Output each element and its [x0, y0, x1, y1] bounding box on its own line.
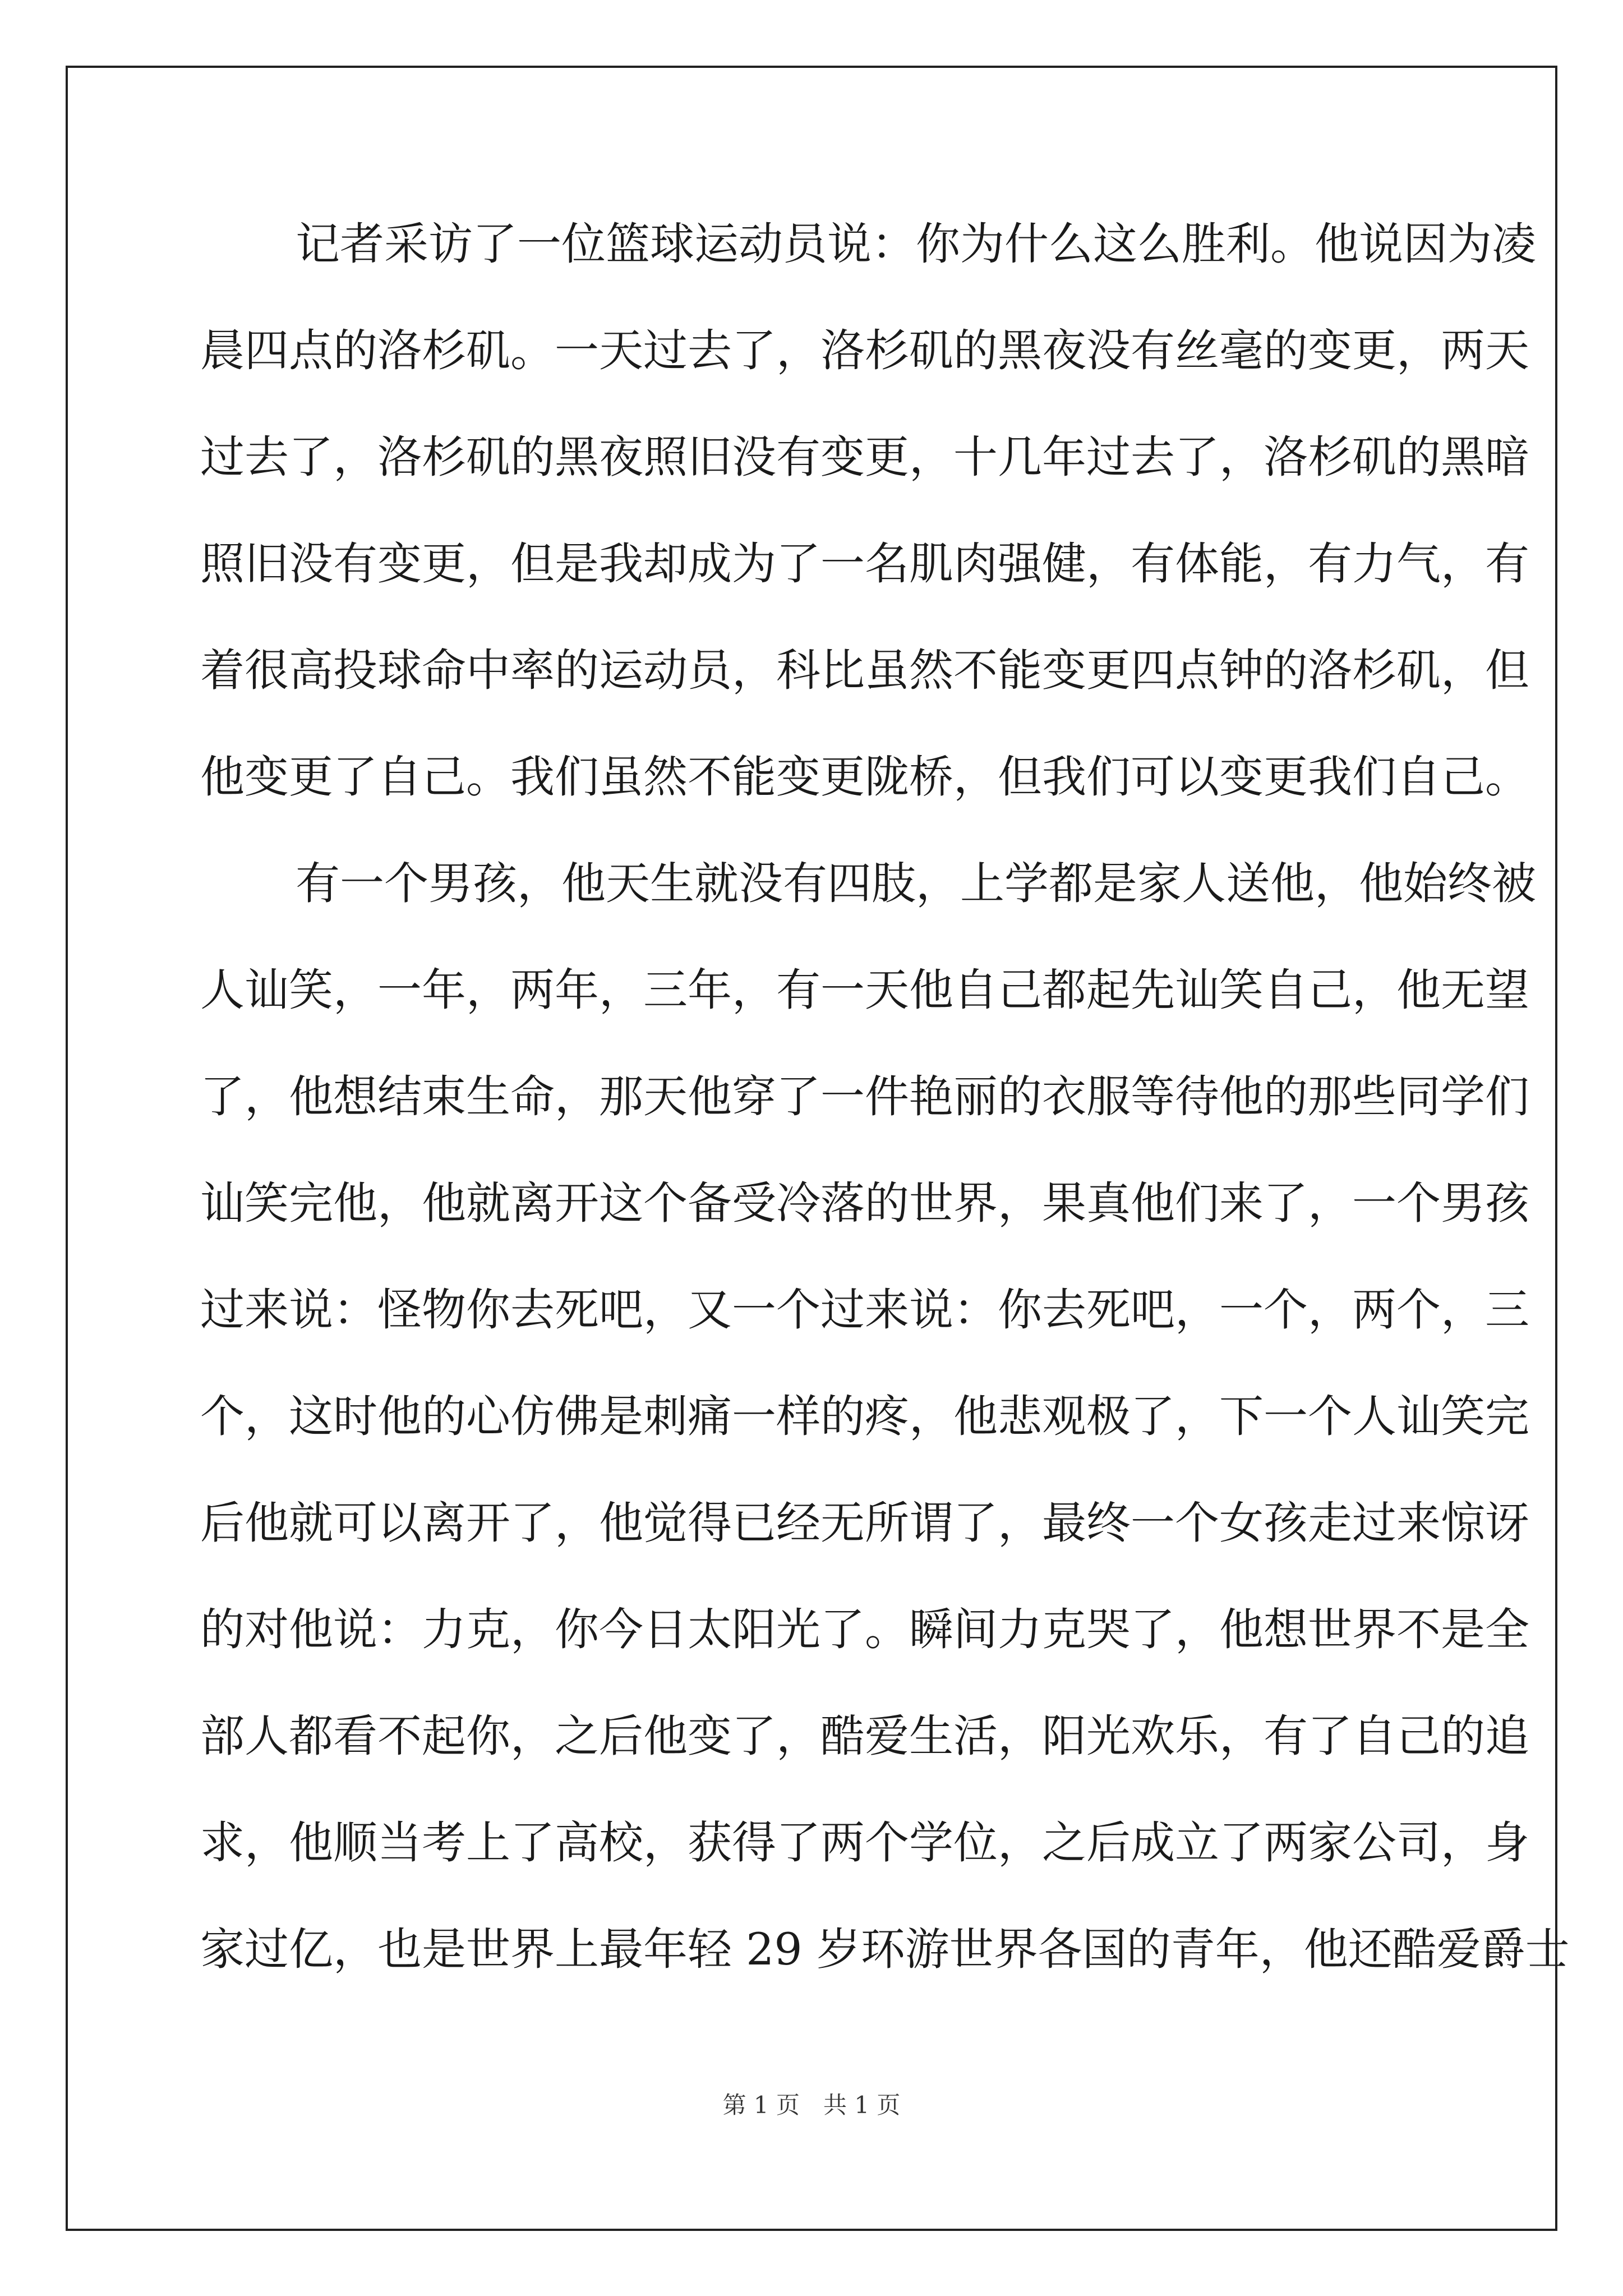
- text-line: 了，他想结束生命，那天他穿了一件艳丽的衣服等待他的那些同学们: [200, 1071, 1529, 1122]
- text-line: 过去了，洛杉矶的黑夜照旧没有变更，十几年过去了，洛杉矶的黑暗: [200, 431, 1529, 483]
- text-line: 的对他说：力克，你今日太阳光了。瞬间力克哭了，他想世界不是全: [200, 1604, 1529, 1655]
- text-line: 照旧没有变更，但是我却成为了一名肌肉强健，有体能，有力气，有: [200, 538, 1529, 590]
- text-line: 个，这时他的心仿佛是刺痛一样的疼，他悲观极了，下一个人讪笑完: [200, 1391, 1529, 1442]
- text-line: 记者采访了一位篮球运动员说：你为什么这么胜利。他说因为凌: [296, 218, 1536, 270]
- paragraph-2: [200, 853, 1570, 2025]
- text-line: 过来说：怪物你去死吧，又一个过来说：你去死吧，一个，两个，三: [200, 1284, 1529, 1336]
- document-body: [200, 213, 1570, 2025]
- text-line: 家过亿，也是世界上最年轻 29 岁环游世界各国的青年，他还酷爱爵士: [200, 1924, 1570, 1975]
- page-footer: 第 1 页 共 1 页: [722, 2091, 901, 2119]
- text-line: 求，他顺当考上了高校，获得了两个学位，之后成立了两家公司，身: [200, 1817, 1529, 1869]
- text-line: 讪笑完他，他就离开这个备受冷落的世界，果真他们来了，一个男孩: [200, 1177, 1529, 1229]
- text-line: 部人都看不起你，之后他变了，酷爱生活，阳光欢乐，有了自己的追: [200, 1710, 1529, 1762]
- text-line: 着很高投球命中率的运动员，科比虽然不能变更四点钟的洛杉矶，但: [200, 645, 1529, 696]
- text-line: 后他就可以离开了，他觉得已经无所谓了，最终一个女孩走过来惊讶: [200, 1497, 1529, 1549]
- text-line: 人讪笑，一年，两年，三年，有一天他自己都起先讪笑自己，他无望: [200, 964, 1529, 1016]
- text-line: 他变更了自己。我们虽然不能变更陇桥，但我们可以变更我们自己。: [200, 751, 1529, 803]
- text-line: 晨四点的洛杉矶。一天过去了，洛杉矶的黑夜没有丝毫的变更，两天: [200, 325, 1529, 376]
- text-line: 有一个男孩，他天生就没有四肢，上学都是家人送他，他始终被: [296, 858, 1536, 909]
- paragraph-1: [200, 213, 1536, 853]
